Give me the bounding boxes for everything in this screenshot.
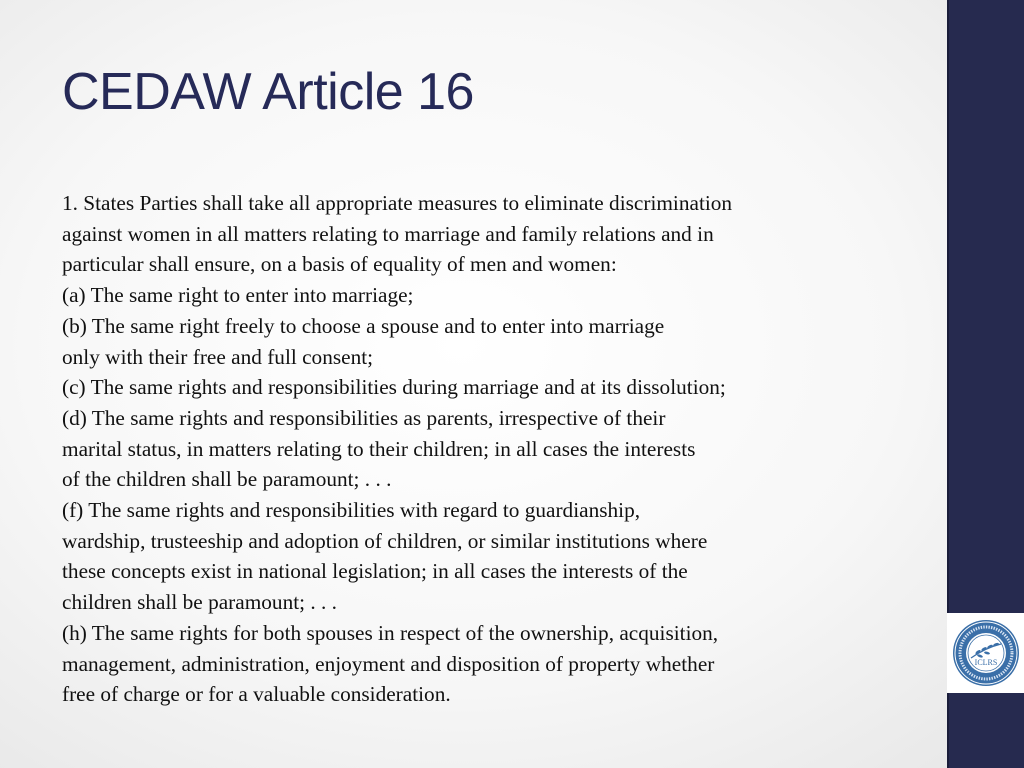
body-line: only with their free and full consent; (62, 344, 374, 369)
body-line: (d) The same rights and responsibilities as parents, irrespective of their (62, 405, 666, 430)
logo-panel (947, 613, 1024, 693)
body-line: (c) The same rights and responsibilities during marriage and at its dissolution; (62, 375, 726, 400)
body-line: management, administration, enjoyment and disposition of property whether (62, 651, 715, 676)
body-line: against women in all matters relating to marriage and family relations and in (62, 221, 714, 246)
iclrs-seal-icon (951, 618, 1021, 688)
body-line: free of charge or for a valuable consideration. (62, 682, 451, 707)
body-line: wardship, trusteeship and adoption of children, or similar institutions where (62, 528, 708, 553)
body-line: (h) The same rights for both spouses in respect of the ownership, acquisition, (62, 620, 719, 645)
body-line: children shall be paramount; . . . (62, 590, 338, 615)
body-line: these concepts exist in national legislation; in all cases the interests of the (62, 559, 688, 584)
body-line: (b) The same right freely to choose a spouse and to enter into marriage (62, 313, 665, 338)
slide-title: CEDAW Article 16 (62, 63, 474, 121)
body-line: (f) The same rights and responsibilities with regard to guardianship, (62, 498, 641, 523)
slide-body (62, 188, 922, 710)
body-line: of the children shall be paramount; . . . (62, 467, 392, 492)
seal-initials: ICLRS (974, 658, 997, 667)
body-line: marital status, in matters relating to their children; in all cases the interests (62, 436, 696, 461)
body-line: particular shall ensure, on a basis of equality of men and women: (62, 252, 617, 277)
body-line: (a) The same right to enter into marriage; (62, 283, 414, 308)
body-line: 1. States Parties shall take all appropriate measures to eliminate discrimination (62, 191, 733, 215)
